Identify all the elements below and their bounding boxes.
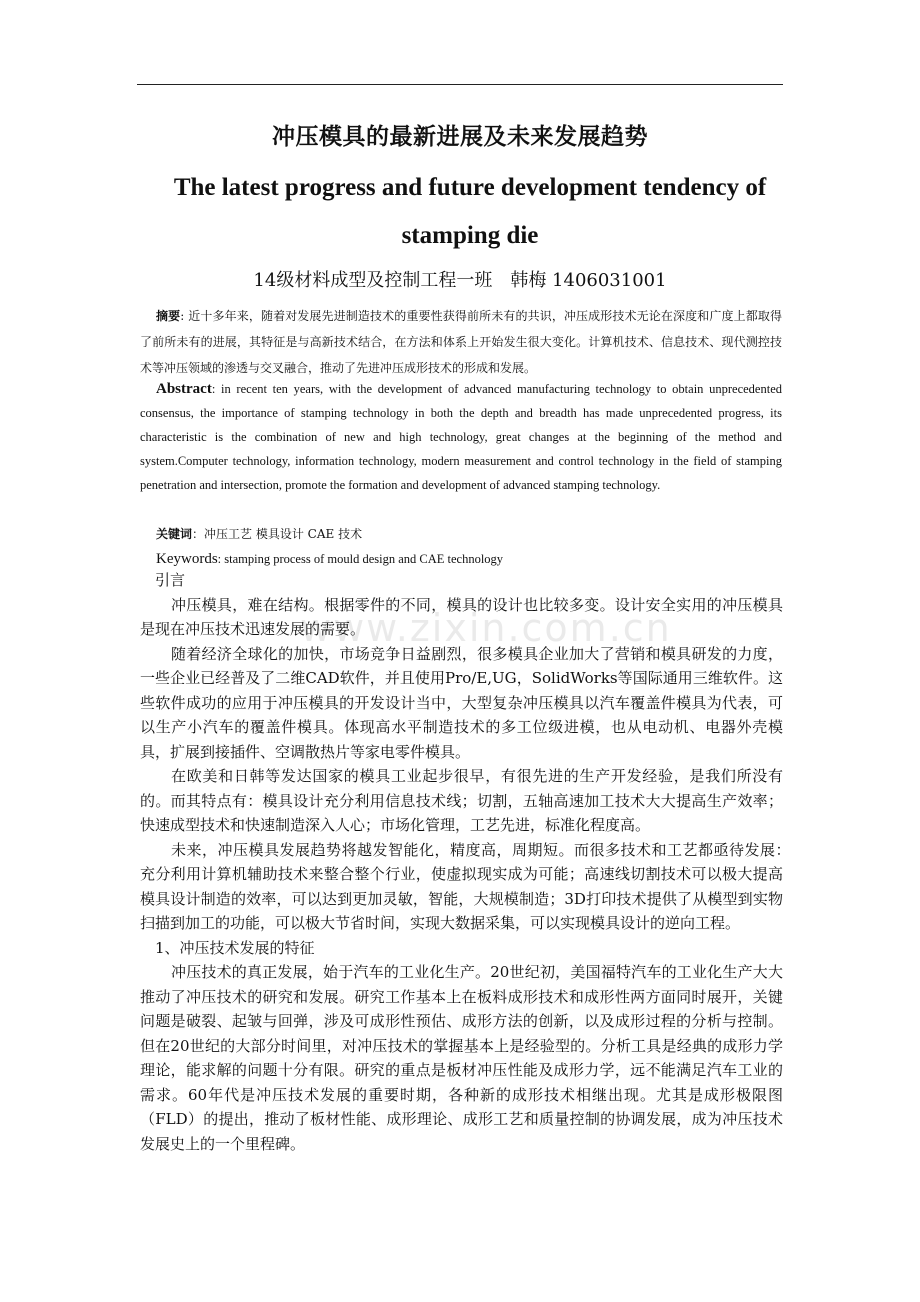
- abstract-english: [140, 377, 782, 497]
- abstract-en-colon: :: [211, 382, 216, 396]
- keywords-cn-colon: ：: [192, 527, 205, 541]
- keywords-chinese: [140, 524, 798, 544]
- watermark: www.zixin.com.cn: [300, 606, 672, 650]
- keywords-english: [140, 548, 798, 570]
- abstract-en-label: Abstract: [156, 381, 212, 397]
- section-heading: 1、冲压技术发展的特征: [155, 938, 315, 957]
- paragraph: 未来，冲压模具发展趋势将越发智能化，精度高，周期短。而很多技术和工艺都亟待发展： 充分利用计算机辅助技术来整合整个行业，使虚拟现实成为可能；高速线切割技术可以极大提高模具设计制造的效率，可以达到更加灵敏，智能，大规模制造；3D打印技术提供了从模型到实物扫描到加工的功能，可以极大节省时间，实现大数据采集，可以实现模具设计的逆向工程。: [140, 840, 799, 932]
- paragraph: 冲压技术的真正发展，始于汽车的工业化生产。20世纪初，美国福特汽车的工业化生产大大推动了冲压技术的研究和发展。研究工作基本上在板料成形技术和成形性两方面同时展开，关键问题是破裂、起皱与回弹，涉及可成形性预估、成形方法的创新，以及成形过程的分析与控制。但在20世纪的大部分时间里，对冲压技术的掌握基本上是经验型的。分析工具是经典的成形力学理论，能求解的问题十分有限。研究的重点是板材冲压性能及成形力学，远不能满足汽车工业的需求。60年代是冲压技术发展的重要时期，各种新的成形技术相继出现。尤其是成形极限图（FLD）的提出，推动了板材性能、成形理论、成形工艺和质量控制的协调发展，成为冲压技术发展史上的一个里程碑。: [140, 963, 783, 1153]
- body-content: [140, 568, 799, 1156]
- keywords-cn-text: 冲压工艺 模具设计 CAE 技术: [204, 527, 363, 541]
- keywords-cn-label: 关键词: [156, 527, 193, 541]
- title-english: The latest progress and future development tendency of stamping die: [173, 174, 767, 249]
- title-chinese: 冲压模具的最新进展及未来发展趋势: [272, 124, 648, 150]
- paragraph: 随着经济全球化的加快，市场竞争日益剧烈，很多模具企业加大了营销和模具研发的力度，一些企业已经普及了二维CAD软件，并且使用Pro/E,UG，SolidWorks等国际通用三维软件。这些软件成功的应用于冲压模具的开发设计当中，大型复杂冲压模具以汽车覆盖件模具为代表，可以生产小汽车的覆盖件模具。体现高水平制造技术的多工位级进模，也从电动机、电器外壳模具，扩展到接插件、空调散热片等家电零件模具。: [140, 644, 783, 761]
- abstract-en-text: in recent ten years, with the development of advanced manufacturing technology to obtain unprecedented consensus, the importance of stamping technology in both the depth and breadth has made unprecedented progress, its characteristic is the combination of new and high technology, great changes at the beginning of the method and system.Computer technology, information technology, modern measurement and control technology in the field of stamping penetration and intersection, promote the formation and development of advanced stamping technology.: [140, 382, 782, 492]
- paragraph: 在欧美和日韩等发达国家的模具工业起步很早，有很先进的生产开发经验，是我们所没有的。而其特点有：模具设计充分利用信息技术线；切割，五轴高速加工技术大大提高生产效率；快速成型技术和快速制造深入人心；市场化管理，工艺先进，标准化程度高。: [140, 767, 783, 834]
- abstract-cn-colon: :: [180, 309, 185, 323]
- author-line: 14级材料成型及控制工程一班 韩梅 1406031001: [253, 270, 667, 291]
- keywords-en-label: Keywords: [156, 551, 218, 567]
- keywords-en-colon: :: [217, 552, 222, 566]
- keywords-en-text: stamping process of mould design and CAE technology: [224, 552, 504, 566]
- abstract-cn-label: 摘要: [156, 309, 181, 323]
- header-rule: [137, 84, 783, 85]
- abstract-chinese: [140, 303, 782, 381]
- paragraph: 冲压模具，难在结构。根据零件的不同，模具的设计也比较多变。设计安全实用的冲压模具是现在冲压技术迅速发展的需要。: [140, 595, 783, 638]
- abstract-cn-text: 近十多年来，随着对发展先进制造技术的重要性获得前所未有的共识，冲压成形技术无论在深度和广度上都取得了前所未有的进展，其特征是与高新技术结合，在方法和体系上开始发生很大变化。计算机技术、信息技术、现代测控技术等冲压领域的渗透与交叉融合，推动了先进冲压成形技术的形成和发展。: [140, 309, 782, 375]
- section-heading: 引言: [155, 571, 186, 589]
